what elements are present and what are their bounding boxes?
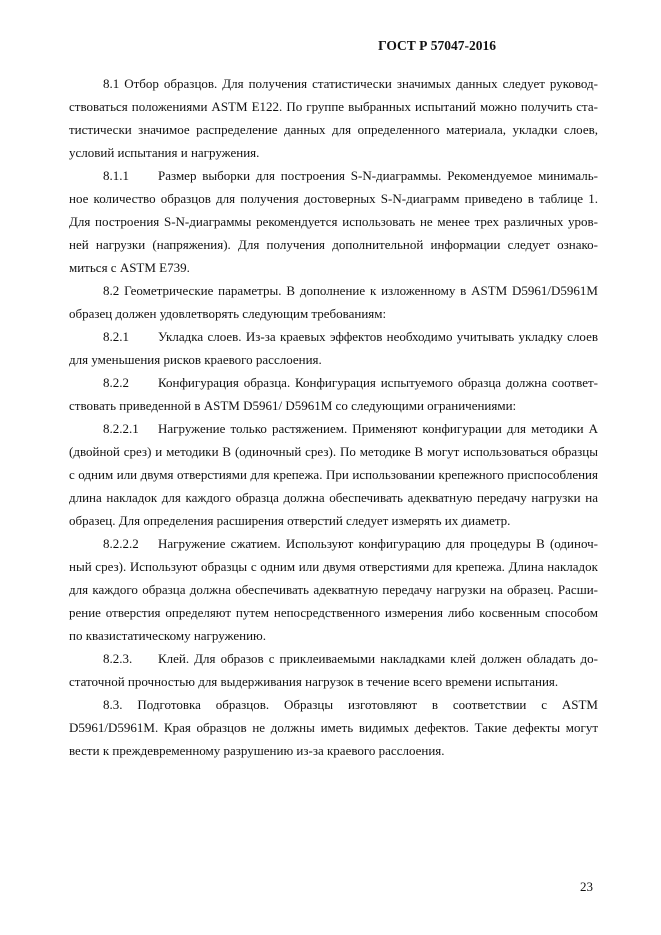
text-line xyxy=(69,532,598,555)
line-text: Конфигурация образца. Конфигурация испытуемого образца должна соответ- xyxy=(158,375,598,390)
paragraph xyxy=(69,371,598,417)
paragraph xyxy=(69,325,598,371)
text-line xyxy=(69,440,598,463)
paragraph xyxy=(69,647,598,693)
section-number: 8.2.3. xyxy=(103,651,133,666)
text-line xyxy=(69,417,598,440)
text-line xyxy=(69,739,598,762)
paragraph xyxy=(69,693,598,762)
text-line xyxy=(69,716,598,739)
line-text: для каждого образца должна обеспечивать адекватную передачу нагрузки на образец. Расши- xyxy=(69,582,598,597)
text-line xyxy=(69,693,598,716)
document-header: ГОСТ Р 57047-2016 xyxy=(378,38,496,53)
text-line xyxy=(69,486,598,509)
text-line xyxy=(69,325,598,348)
text-line xyxy=(69,210,598,233)
text-line xyxy=(69,578,598,601)
text-line xyxy=(69,141,598,164)
text-line xyxy=(69,555,598,578)
text-line xyxy=(69,670,598,693)
line-text: Клей. Для образов с приклеиваемыми накладками клей должен обладать до- xyxy=(158,651,598,666)
section-number: 8.1.1 xyxy=(103,168,129,183)
line-text: Размер выборки для построения S-N-диаграммы. Рекомендуемое минималь- xyxy=(158,168,598,183)
line-text: 8.2 Геометрические параметры. В дополнение к изложенному в ASTM D5961/D5961M xyxy=(103,283,598,298)
line-text: образец. Для определения расширения отверстий следует измерять их диаметр. xyxy=(69,513,511,528)
line-text: ствоваться положениями ASTM E122. По группе выбранных испытаний можно получить ста- xyxy=(69,99,598,114)
text-line xyxy=(69,394,598,417)
page-number: 23 xyxy=(580,879,593,894)
line-text: условий испытания и нагружения. xyxy=(69,145,260,160)
section-number: 8.2.2.2 xyxy=(103,536,139,551)
text-line xyxy=(69,164,598,187)
text-line xyxy=(69,624,598,647)
section-number: 8.2.2 xyxy=(103,375,129,390)
line-text: статочной прочностью для выдерживания нагрузок в течение всего времени испытания. xyxy=(69,674,559,689)
line-text: вести к преждевременному разрушению из-за краевого расслоения. xyxy=(69,743,445,758)
line-text: ное количество образцов для получения достоверных S-N-диаграмм приведено в таблице 1. xyxy=(69,191,598,206)
line-text: тистически значимое распределение данных для определенного материала, укладки слоев, xyxy=(69,122,598,137)
text-line xyxy=(69,302,598,325)
text-line xyxy=(69,279,598,302)
paragraph xyxy=(69,417,598,532)
line-text: миться с ASTM E739. xyxy=(69,260,190,275)
line-text: с одним или двумя отверстиями для крепежа. При использовании крепежного приспособления xyxy=(69,467,598,482)
line-text: для уменьшения рисков краевого расслоения. xyxy=(69,352,322,367)
text-line xyxy=(69,187,598,210)
text-line xyxy=(69,72,598,95)
line-text: Для построения S-N-диаграммы рекомендуется использовать не менее трех различных уров- xyxy=(69,214,598,229)
line-text: ствовать приведенной в ASTM D5961/ D5961M со следующими ограничениями: xyxy=(69,398,517,413)
line-text: (двойной срез) и методики В (одиночный срез). По методике В могут использоваться образцы xyxy=(69,444,598,459)
section-number: 8.2.2.1 xyxy=(103,421,139,436)
text-line xyxy=(69,509,598,532)
line-text: Укладка слоев. Из-за краевых эффектов необходимо учитывать укладку слоев xyxy=(158,329,598,344)
paragraph xyxy=(69,532,598,647)
section-number: 8.2.1 xyxy=(103,329,129,344)
line-text: 8.1 Отбор образцов. Для получения статистически значимых данных следует руковод- xyxy=(103,76,598,91)
text-line xyxy=(69,371,598,394)
paragraph xyxy=(69,164,598,279)
text-line xyxy=(69,256,598,279)
text-line xyxy=(69,233,598,256)
text-line xyxy=(69,647,598,670)
line-text: длина накладок для каждого образца должна обеспечивать адекватную передачу нагрузки на xyxy=(69,490,598,505)
line-text: образец должен удовлетворять следующим требованиям: xyxy=(69,306,387,321)
paragraph xyxy=(69,279,598,325)
document-body xyxy=(69,72,598,762)
line-text: рение отверстия определяют путем непосредственного измерения либо косвенным способом xyxy=(69,605,598,620)
line-text: ный срез). Используют образцы с одним или двумя отверстиями для крепежа. Длина накладок xyxy=(69,559,598,574)
line-text: Нагружение только растяжением. Применяют конфигурации для методики А xyxy=(158,421,598,436)
text-line xyxy=(69,118,598,141)
text-line xyxy=(69,348,598,371)
line-text: D5961/D5961M. Края образцов не должны иметь видимых дефектов. Такие дефекты могут xyxy=(69,720,598,735)
paragraph xyxy=(69,72,598,164)
line-text: ней нагрузки (напряжения). Для получения дополнительной информации следует ознако- xyxy=(69,237,598,252)
text-line xyxy=(69,463,598,486)
line-text: по квазистатическому нагружению. xyxy=(69,628,266,643)
text-line xyxy=(69,601,598,624)
text-line xyxy=(69,95,598,118)
line-text: Нагружение сжатием. Используют конфигурацию для процедуры В (одиноч- xyxy=(158,536,598,551)
line-text: 8.3. Подготовка образцов. Образцы изготовляют в соответствии с ASTM xyxy=(103,697,598,712)
